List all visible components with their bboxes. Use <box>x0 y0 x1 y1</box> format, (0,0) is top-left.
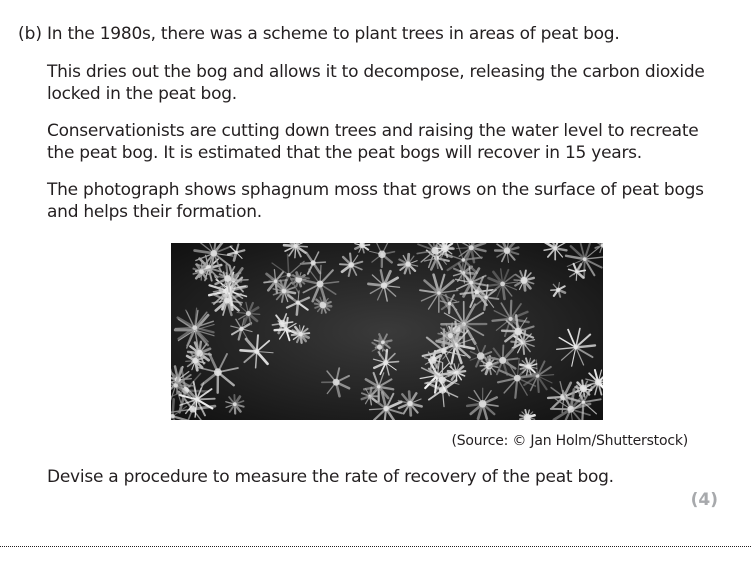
paragraph-drying: This dries out the bog and allows it to decompose, releasing the carbon dioxide locked in the peat bog. <box>47 62 705 104</box>
question-intro: In the 1980s, there was a scheme to plant trees in areas of peat bog. <box>47 24 620 44</box>
sphagnum-moss-photo <box>171 243 603 420</box>
photo-source-credit: (Source: © Jan Holm/Shutterstock) <box>451 433 688 449</box>
question-part-label: (b) <box>18 24 43 44</box>
answer-dotted-line[interactable] <box>0 546 751 547</box>
paragraph-conservation: Conservationists are cutting down trees and raising the water level to recreate the peat bog. It is estimated that the peat bogs will recover in 15 years. <box>47 121 699 163</box>
marks-allocation: (4) <box>690 490 718 510</box>
paragraph-photo-description: The photograph shows sphagnum moss that grows on the surface of peat bogs and helps their formation. <box>47 180 704 222</box>
question-task: Devise a procedure to measure the rate of recovery of the peat bog. <box>47 467 614 487</box>
